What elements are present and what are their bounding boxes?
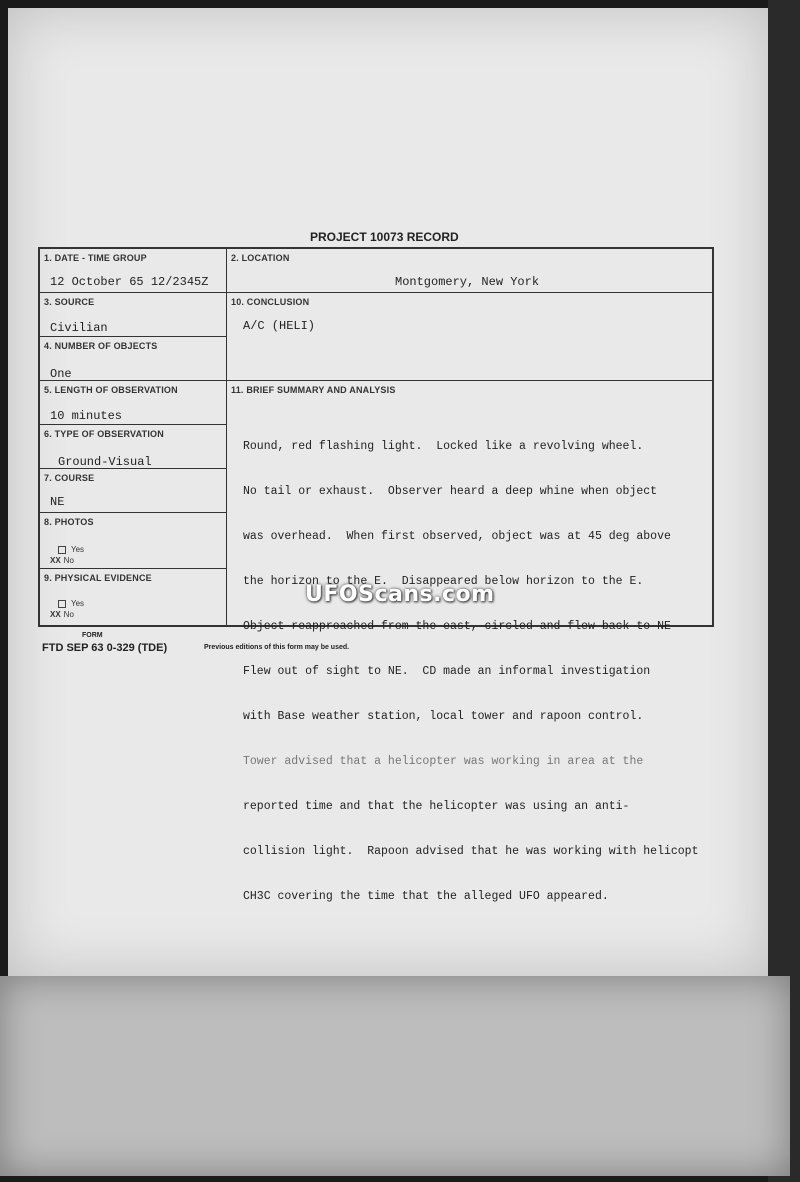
conclusion-label: 10. CONCLUSION [231, 297, 310, 307]
date-time-value: 12 October 65 12/2345Z [50, 275, 209, 289]
summary-text [243, 409, 713, 934]
form-title: PROJECT 10073 RECORD [310, 230, 459, 244]
physical-yes[interactable] [58, 599, 84, 608]
conclusion-value: A/C (HELI) [243, 319, 316, 333]
summary-line: with Base weather station, local tower and rapoon control. [243, 710, 644, 723]
form-id: FTD SEP 63 0-329 (TDE) [42, 642, 168, 654]
physical-label: 9. PHYSICAL EVIDENCE [44, 573, 152, 583]
physical-yes-label: Yes [71, 599, 85, 608]
checkbox-icon [58, 546, 66, 554]
source-label: 3. SOURCE [44, 297, 95, 307]
photos-label: 8. PHOTOS [44, 517, 94, 527]
photos-yes-label: Yes [71, 545, 85, 554]
conclusion-cell [227, 293, 714, 381]
form-label: FORM [82, 632, 103, 639]
check-mark: XX [50, 610, 61, 619]
length-obs-label: 5. LENGTH OF OBSERVATION [44, 385, 178, 395]
physical-no-label: No [63, 610, 74, 619]
photos-no-label: No [63, 556, 74, 565]
summary-line: Round, red flashing light. Locked like a revolving wheel. [243, 440, 644, 453]
length-obs-cell [40, 381, 227, 425]
physical-cell [40, 569, 227, 625]
check-mark: XX [50, 556, 61, 565]
course-label: 7. COURSE [44, 473, 95, 483]
location-cell [227, 249, 714, 293]
checkbox-icon [58, 600, 66, 608]
date-time-label: 1. DATE - TIME GROUP [44, 253, 147, 263]
num-objects-value: One [50, 367, 72, 381]
summary-line: No tail or exhaust. Observer heard a deep whine when object [243, 485, 658, 498]
summary-line: collision light. Rapoon advised that he was working with helicopt [243, 845, 699, 858]
location-value: Montgomery, New York [395, 275, 540, 289]
summary-line: Tower advised that a helicopter was working in area at the [243, 755, 644, 768]
underlying-page [0, 976, 790, 1176]
location-label: 2. LOCATION [231, 253, 290, 263]
previous-editions-note: Previous editions of this form may be used. [204, 644, 350, 651]
source-value: Civilian [50, 321, 108, 335]
summary-label: 11. BRIEF SUMMARY AND ANALYSIS [231, 385, 396, 395]
type-obs-label: 6. TYPE OF OBSERVATION [44, 429, 164, 439]
summary-line: Object reapproached from the east, circled and flew back to NE [243, 620, 671, 633]
course-cell [40, 469, 227, 513]
photos-yes[interactable] [58, 545, 84, 554]
num-objects-cell [40, 337, 227, 381]
type-obs-cell [40, 425, 227, 469]
source-cell [40, 293, 227, 337]
num-objects-label: 4. NUMBER OF OBJECTS [44, 341, 158, 351]
date-time-cell [40, 249, 227, 293]
physical-no[interactable] [50, 610, 74, 619]
summary-line: the horizon to the E. Disappeared below horizon to the E. [243, 575, 644, 588]
summary-line: reported time and that the helicopter was using an anti- [243, 800, 630, 813]
watermark: UFOScans.com [305, 582, 495, 607]
photos-no[interactable] [50, 556, 74, 565]
summary-line: Flew out of sight to NE. CD made an informal investigation [243, 665, 651, 678]
summary-line: was overhead. When first observed, object was at 45 deg above [243, 530, 671, 543]
summary-line: CH3C covering the time that the alleged UFO appeared. [243, 890, 609, 903]
course-value: NE [50, 495, 65, 509]
type-obs-value: Ground-Visual [58, 455, 152, 469]
photos-cell [40, 513, 227, 569]
length-obs-value: 10 minutes [50, 409, 123, 423]
